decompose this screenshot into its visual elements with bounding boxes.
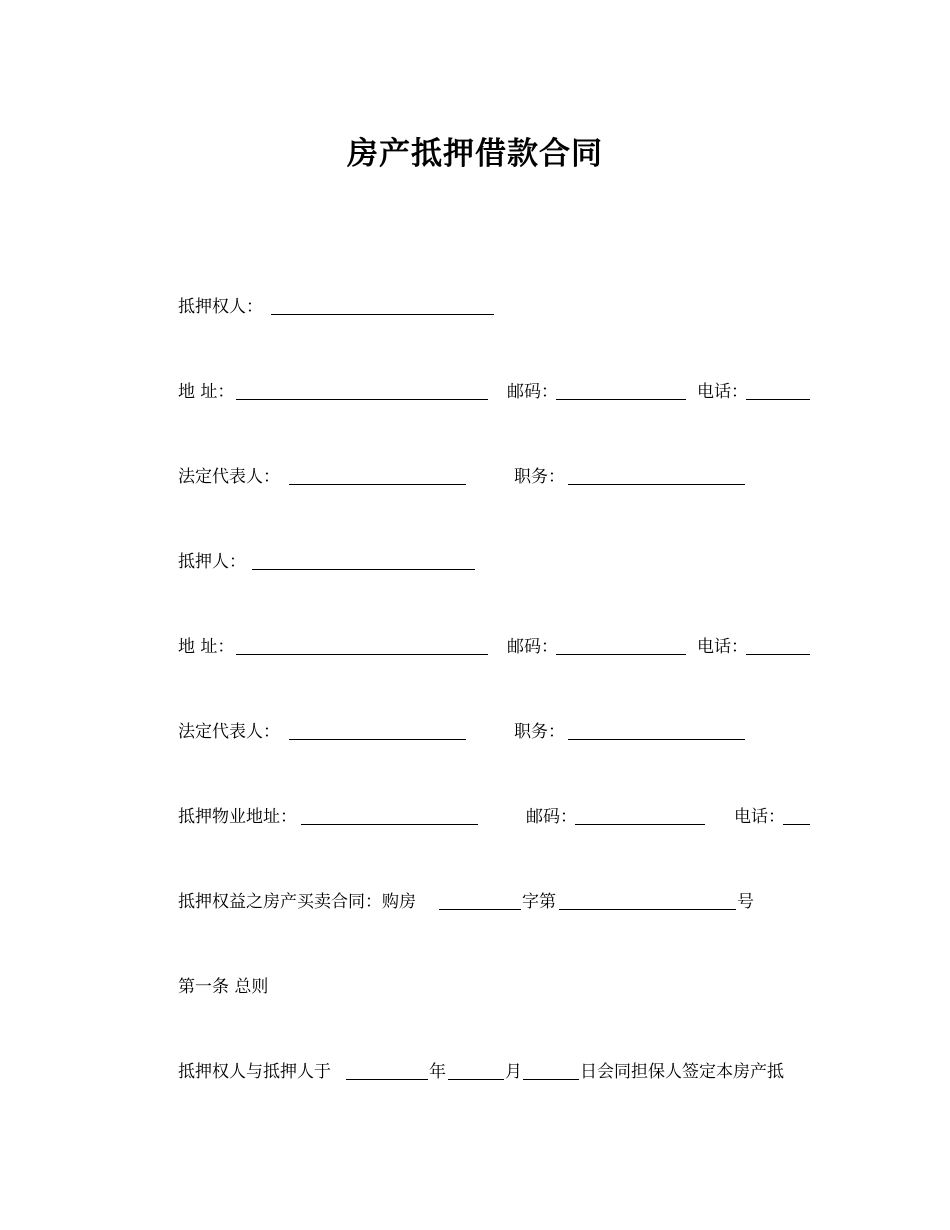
property-phone-blank[interactable]: [783, 824, 810, 825]
contract-word-label: 字第: [522, 892, 556, 912]
mortgagor-legal-rep-blank[interactable]: [289, 739, 466, 740]
mortgagee-position-label: 职务：: [514, 467, 565, 487]
property-phone-label: 电话：: [734, 807, 785, 827]
property-postcode-label: 邮码：: [526, 807, 577, 827]
mortgagor-legal-rep-label: 法定代表人：: [178, 722, 280, 742]
mortgagee-phone-blank[interactable]: [746, 399, 810, 400]
clause-month-label: 月: [505, 1062, 522, 1082]
mortgagee-address-blank[interactable]: [236, 399, 488, 400]
contract-number-blank[interactable]: [559, 909, 736, 910]
clause-month-blank[interactable]: [448, 1079, 504, 1080]
mortgagee-postcode-label: 邮码：: [507, 382, 558, 402]
property-postcode-blank[interactable]: [575, 824, 705, 825]
mortgagor-label: 抵押人：: [178, 552, 246, 572]
clause-suffix: 日会同担保人签定本房产抵: [580, 1062, 784, 1082]
document-title: 房产抵押借款合同: [347, 136, 603, 172]
mortgagee-legal-rep-label: 法定代表人：: [178, 467, 280, 487]
mortgagor-address-label: 地 址：: [178, 637, 235, 657]
mortgagor-postcode-label: 邮码：: [507, 637, 558, 657]
mortgagee-position-blank[interactable]: [568, 484, 745, 485]
mortgagor-address-blank[interactable]: [236, 654, 488, 655]
mortgagee-label: 抵押权人：: [178, 297, 263, 317]
contract-number-suffix: 号: [737, 892, 754, 912]
property-address-label: 抵押物业地址：: [178, 807, 297, 827]
mortgagor-postcode-blank[interactable]: [556, 654, 686, 655]
mortgagee-postcode-blank[interactable]: [556, 399, 686, 400]
mortgagor-name-blank[interactable]: [252, 569, 475, 570]
contract-word-blank[interactable]: [439, 909, 521, 910]
mortgagee-phone-label: 电话：: [697, 382, 748, 402]
property-address-blank[interactable]: [301, 824, 478, 825]
clause-year-blank[interactable]: [346, 1079, 428, 1080]
clause-day-blank[interactable]: [523, 1079, 579, 1080]
mortgagor-position-label: 职务：: [514, 722, 565, 742]
mortgagee-name-blank[interactable]: [271, 314, 494, 315]
mortgagor-phone-label: 电话：: [697, 637, 748, 657]
clause-year-label: 年: [429, 1062, 446, 1082]
mortgagor-phone-blank[interactable]: [746, 654, 810, 655]
article1-heading: 第一条 总则: [178, 977, 269, 997]
clause-prefix: 抵押权人与抵押人于: [178, 1062, 331, 1082]
mortgagee-legal-rep-blank[interactable]: [289, 484, 466, 485]
contract-ref-prefix: 抵押权益之房产买卖合同：购房: [178, 892, 416, 912]
mortgagee-address-label: 地 址：: [178, 382, 235, 402]
mortgagor-position-blank[interactable]: [568, 739, 745, 740]
